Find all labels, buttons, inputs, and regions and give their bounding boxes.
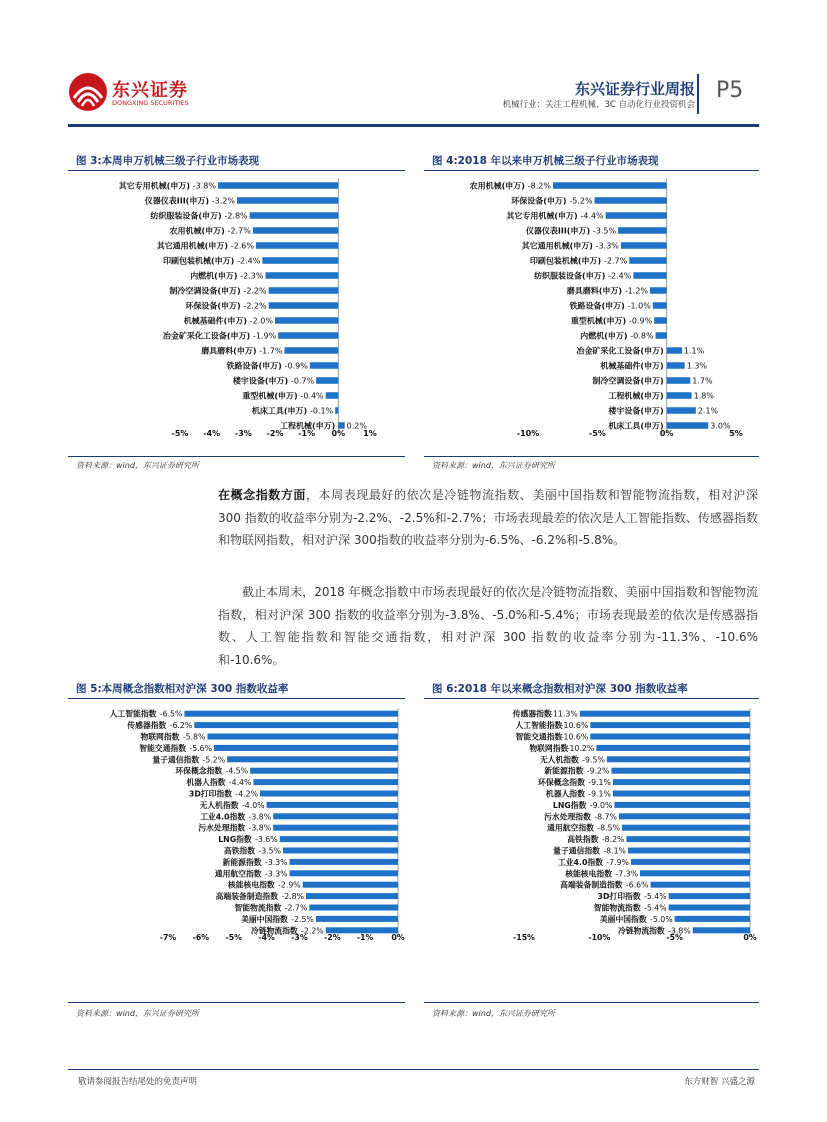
x-tick-label: -7% [159,933,177,942]
data-label: -3.8% [192,181,216,191]
data-label: -2.2% [243,286,267,296]
data-label: -1.9% [252,331,277,341]
category-label: 仪器仪表III(申万) [525,226,591,236]
data-label: 1.7% [692,376,713,386]
figure-title-rule [424,170,759,171]
bar [622,825,750,831]
category-label: 纺织服装设备(申万) [534,271,606,281]
category-label: 冶金矿采化工设备(申万) [162,331,251,341]
x-tick-label: -3% [234,429,252,438]
header-separator [697,74,699,114]
data-label: -2.3% [240,271,264,281]
figure-5 [68,678,405,1028]
x-tick-label: -2% [324,933,341,942]
category-label: 环保概念指数 [175,766,223,776]
bar [656,332,667,339]
category-label: 污水处理指数 [544,812,591,822]
category-label: 环保概念指数 [538,778,585,788]
category-label: 传感器指数 [127,721,167,731]
category-label: 农用机械(申万) [169,226,225,236]
chart-fig6 [424,702,759,1002]
category-label: 农用机械(申万) [469,181,525,191]
bar [651,882,750,888]
category-label: 其它专用机械(申万) [506,211,578,221]
figure-source-rule [68,456,405,457]
bar [280,836,398,842]
bar [619,813,750,819]
category-label: 核能核电指数 [565,869,613,879]
bar [273,813,398,819]
bar [237,197,338,204]
bar [316,916,398,922]
bar [303,882,398,888]
figure-source-rule [68,1002,405,1003]
bar [613,791,750,797]
bar [631,859,750,865]
category-label: 量子通信指数 [152,755,200,765]
category-label: 磨具磨料(申万) [566,286,623,296]
data-label: -7.9% [606,857,629,867]
category-label: 其它专用机械(申万) [118,181,190,191]
bar [553,182,667,189]
category-label: 美丽中国指数 [599,914,647,924]
bar [218,182,338,189]
bar [669,893,750,899]
bar [590,722,750,728]
data-label: -2.2% [301,926,324,936]
data-label: -5.0% [650,914,673,924]
bar [613,779,750,785]
figure-source: 资料来源：wind，东兴证券研究所 [432,1009,555,1018]
category-label: 新能源指数 [544,766,584,776]
category-label: 机床工具(申万) [251,406,308,416]
bar [628,848,750,854]
data-label: 0.2% [346,421,367,431]
bar [633,272,666,279]
data-label: -4.4% [228,778,252,788]
x-tick-label: 1% [363,429,377,438]
figure-source: 资料来源：wind，东兴证券研究所 [432,461,555,470]
figure-6 [424,678,759,1028]
data-label: 3.0% [710,421,731,431]
bar [184,711,398,717]
x-tick-label: -5% [171,429,189,438]
bar [614,802,750,808]
bar [260,791,398,797]
paragraph-concept-weekly [218,484,758,552]
data-label: -2.4% [237,256,261,266]
x-tick-label: 0% [659,429,674,438]
category-label: 冷链物流指数 [617,926,665,936]
bar [667,347,682,354]
category-label: 楼宇设备(申万) [232,376,289,386]
category-label: 工业4.0指数 [557,857,603,867]
data-label: -2.4% [608,271,632,281]
data-label: -3.3% [595,241,619,251]
brand-name-en: DONGXING SECURITIES [112,99,189,107]
bar [667,422,709,429]
category-label: 污水处理指数 [198,823,246,833]
data-label: -5.2% [202,755,226,765]
bar [693,927,750,933]
data-label: -0.4% [300,391,324,401]
chart-fig4 [424,174,759,459]
figure-source-rule [424,456,759,457]
data-label: -8.5% [597,823,620,833]
figure-title: 图 5:本周概念指数相对沪深 300 指数收益率 [76,683,289,695]
x-tick-label: 0% [331,429,346,438]
bar [310,362,339,369]
bar [275,317,338,324]
category-label: 环保设备(申万) [185,301,241,311]
data-label: -5.2% [569,196,593,206]
category-label: 高铁指数 [567,835,599,845]
data-label: -1.7% [259,346,283,356]
bar [667,407,696,414]
paragraph-text: ，本周表现最好的依次是冷链物流指数、美丽中国指数和智能物流指数，相对沪深 300 指数的收益率分别为-2.2%、-2.5%和-2.7%；市场表现最差的依次是人工智能指数、传感器指数和物联网指数，相对沪深 300指数的收益率分别为-6.5%、-6.2%和-5.8%。 [218,488,758,547]
category-label: 3D打印指数 [188,789,232,799]
x-tick-label: 0% [743,933,757,942]
x-tick-label: -5% [666,933,683,942]
data-label: -1.0% [627,301,651,311]
bar [335,407,338,414]
bar [626,836,750,842]
bar [285,347,339,354]
category-label: 高铁指数 [223,846,255,856]
data-label: 1.1% [683,346,705,356]
bar [290,859,398,865]
bar [253,227,338,234]
figure-title-rule [68,698,405,699]
category-label: 内燃机(申万) [580,331,628,341]
bar [309,905,398,911]
category-label: 机械基础件(申万) [183,316,247,326]
category-label: 重型机械(申万) [570,316,627,326]
bar [306,893,398,899]
bar [669,905,750,911]
data-label: -2.7% [284,903,308,913]
paragraph-lead: 在概念指数方面 [218,488,306,502]
data-label: -5.8% [182,732,206,742]
data-label: 2.1% [697,406,719,416]
bar [654,317,666,324]
category-label: 3D打印指数 [597,892,641,902]
footer-slogan: 东方财智 兴盛之源 [684,1077,755,1087]
data-label: -3.8% [248,812,272,822]
data-label: -4.0% [241,800,265,810]
figure-title: 图 3:本周申万机械三级子行业市场表现 [76,155,260,167]
data-label: -3.6% [255,835,278,845]
data-label: -8.7% [594,812,617,822]
bar [227,756,398,762]
data-label: -2.7% [227,226,251,236]
x-tick-label: -5% [588,429,606,438]
category-label: 智能物流指数 [593,903,641,913]
bar [607,756,750,762]
data-label: -2.6% [230,241,254,251]
bar [326,392,339,399]
data-label: -0.1% [309,406,334,416]
data-label: -10.6% [560,721,589,731]
data-label: -2.8% [224,211,248,221]
bar [606,212,667,219]
header-rule [68,124,759,127]
report-subtitle: 机械行业：关注工程机械、3C 自动化行业投资机会 [502,100,695,110]
brand-name: 东兴证券 [112,80,188,101]
category-label: 工程机械(申万) [280,421,336,431]
data-label: -3.5% [258,846,281,856]
data-label: 1.3% [686,361,708,371]
bar [595,197,667,204]
data-label: -3.5% [592,226,617,236]
category-label: 其它通用机械(申万) [156,241,228,251]
figure-title-rule [68,170,405,171]
bar [667,362,685,369]
paragraph-concept-ytd [218,581,758,671]
figure-source: 资料来源：wind，东兴证券研究所 [76,461,199,470]
data-label: -5.4% [644,903,667,913]
paragraph-text: 截止本周末，2018 年概念指数中市场表现最好的依次是冷链物流指数、美丽中国指数和智能物流指数，相对沪深 300 指数的收益率分别为-3.8%、-5.0%和-5.4%；市场表现最差的依次是传感器指数、人工智能指数和智能交通指数，相对沪深 300 指数的收益率分别为-11.3%、-10.6%和-10.6%。 [218,585,758,667]
bar [621,242,667,249]
bar [290,870,398,876]
data-label: -2.7% [604,256,628,266]
bar [590,734,750,740]
data-label: -2.8% [281,892,304,902]
bar [580,711,750,717]
x-tick-label: -15% [513,933,535,942]
category-label: 内燃机(申万) [190,271,238,281]
bar [194,722,398,728]
data-label: -3.3% [264,869,288,879]
category-label: 高端装备制造指数 [215,892,278,902]
data-label: -9.1% [588,789,611,799]
category-label: 磨具磨料(申万) [201,346,257,356]
x-tick-label: -1% [298,429,316,438]
x-tick-label: -1% [356,933,374,942]
data-label: -8.2% [601,835,625,845]
chart-fig3 [68,174,405,459]
category-label: LNG指数 [218,835,252,845]
category-label: LNG指数 [552,800,587,810]
data-label: -7.3% [615,869,639,879]
bar [653,302,667,309]
data-label: -0.9% [284,361,308,371]
figure-source: 资料来源：wind，东兴证券研究所 [76,1009,199,1018]
bar [611,768,750,774]
x-tick-label: -4% [258,933,275,942]
page-number: P5 [716,78,744,103]
category-label: 智能交通指数 [139,743,186,753]
data-label: -0.7% [290,376,315,386]
bar [675,916,750,922]
bar [273,825,398,831]
bar [269,302,339,309]
bar [316,377,338,384]
bar [269,287,339,294]
data-label: -1.2% [624,286,649,296]
figure-4 [424,150,759,475]
category-label: 机床工具(申万) [608,421,664,431]
bar [250,768,398,774]
bar [256,242,338,249]
x-tick-label: -10% [516,429,540,438]
category-label: 核能核电指数 [227,880,275,890]
category-label: 物联网指数 [529,743,569,753]
category-label: 无人机指数 [539,755,579,765]
category-label: 机械基础件(申万) [600,361,664,371]
data-label: -5.6% [189,743,212,753]
category-label: 机器人指数 [186,778,226,788]
category-label: 美丽中国指数 [241,914,288,924]
report-title: 东兴证券行业周报 [574,80,695,98]
category-label: 工程机械(申万) [608,391,664,401]
bar [283,848,398,854]
category-label: 人工智能指数 [109,709,157,719]
bar [253,779,398,785]
data-label: -4.5% [225,766,249,776]
data-label: -4.2% [235,789,258,799]
data-label: -11.3% [550,709,578,719]
category-label: 冷链物流指数 [250,926,298,936]
bar [267,802,398,808]
category-label: 铁路设备(申万) [569,301,625,311]
bar [338,422,344,429]
bar [214,745,398,751]
data-label: -6.2% [169,721,193,731]
data-label: -8.2% [527,181,551,191]
category-label: 重型机械(申万) [242,391,298,401]
data-label: -5.4% [644,892,667,902]
data-label: -3.3% [264,857,288,867]
category-label: 纺织服装设备(申万) [150,211,222,221]
data-label: -9.0% [589,800,613,810]
data-label: -3.2% [211,196,235,206]
data-label: -2.0% [249,316,273,326]
data-label: -2.9% [278,880,301,890]
data-label: -8.1% [603,846,626,856]
figure-source-rule [424,1002,759,1003]
data-label: -0.9% [628,316,653,326]
bar [667,392,692,399]
category-label: 人工智能指数 [515,721,563,731]
brand-logo [68,72,198,116]
bar [266,272,339,279]
x-tick-label: -5% [225,933,242,942]
category-label: 铁路设备(申万) [226,361,282,371]
x-tick-label: -3% [291,933,308,942]
category-label: 无人机指数 [199,800,239,810]
bar [629,257,666,264]
x-tick-label: -4% [203,429,221,438]
category-label: 智能物流指数 [234,903,282,913]
category-label: 冶金矿采化工设备(申万) [576,346,664,356]
bar [650,287,667,294]
bar [596,745,750,751]
bar [618,227,667,234]
category-label: 其它通用机械(申万) [521,241,593,251]
chart-fig5 [68,702,405,1002]
data-label: -10.6% [560,732,589,742]
x-tick-label: 0% [391,933,405,942]
data-label: -3.8% [668,926,691,936]
category-label: 印刷包装机械(申万) [163,256,235,266]
category-label: 工业4.0指数 [200,812,246,822]
category-label: 制冷空调设备(申万) [169,286,241,296]
footer-disclaimer: 敬请参阅报告结尾处的免责声明 [78,1077,198,1087]
bar [640,870,750,876]
x-tick-label: 5% [729,429,743,438]
category-label: 楼宇设备(申万) [608,406,664,416]
data-label: -2.2% [243,301,267,311]
dongxing-logo-icon [68,72,108,112]
category-label: 通用航空指数 [214,869,262,879]
category-label: 机器人指数 [545,789,585,799]
x-tick-label: -6% [192,933,210,942]
category-label: 新能源指数 [222,857,262,867]
data-label: 1.8% [693,391,714,401]
data-label: -9.5% [582,755,605,765]
figure-title-rule [424,698,759,699]
data-label: -3.8% [248,823,272,833]
figure-title: 图 6:2018 年以来概念指数相对沪深 300 指数收益率 [432,683,688,695]
data-label: -6.6% [625,880,649,890]
bar [262,257,338,264]
figure-title: 图 4:2018 年以来申万机械三级子行业市场表现 [432,155,659,167]
category-label: 传感器指数 [512,709,552,719]
x-tick-label: -2% [266,429,284,438]
bar [250,212,339,219]
footer-rule [68,1069,759,1070]
category-label: 物联网指数 [140,732,180,742]
figure-3 [68,150,405,475]
category-label: 智能交通指数 [515,732,563,742]
x-tick-label: -10% [588,933,611,942]
data-label: -6.5% [159,709,183,719]
bar [278,332,338,339]
data-label: -4.4% [580,211,604,221]
category-label: 环保设备(申万) [511,196,567,206]
data-label: -9.2% [586,766,610,776]
data-label: -0.8% [630,331,654,341]
bar [207,734,398,740]
data-label: -10.2% [566,743,595,753]
bar [667,377,691,384]
category-label: 高端装备制造指数 [560,880,623,890]
category-label: 通用航空指数 [547,823,594,833]
data-label: -2.5% [291,914,314,924]
category-label: 印刷包装机械(申万) [529,256,602,266]
category-label: 量子通信指数 [553,846,600,856]
category-label: 制冷空调设备(申万) [592,376,664,386]
category-label: 仪器仪表III(申万) [144,196,209,206]
data-label: -9.1% [588,778,611,788]
